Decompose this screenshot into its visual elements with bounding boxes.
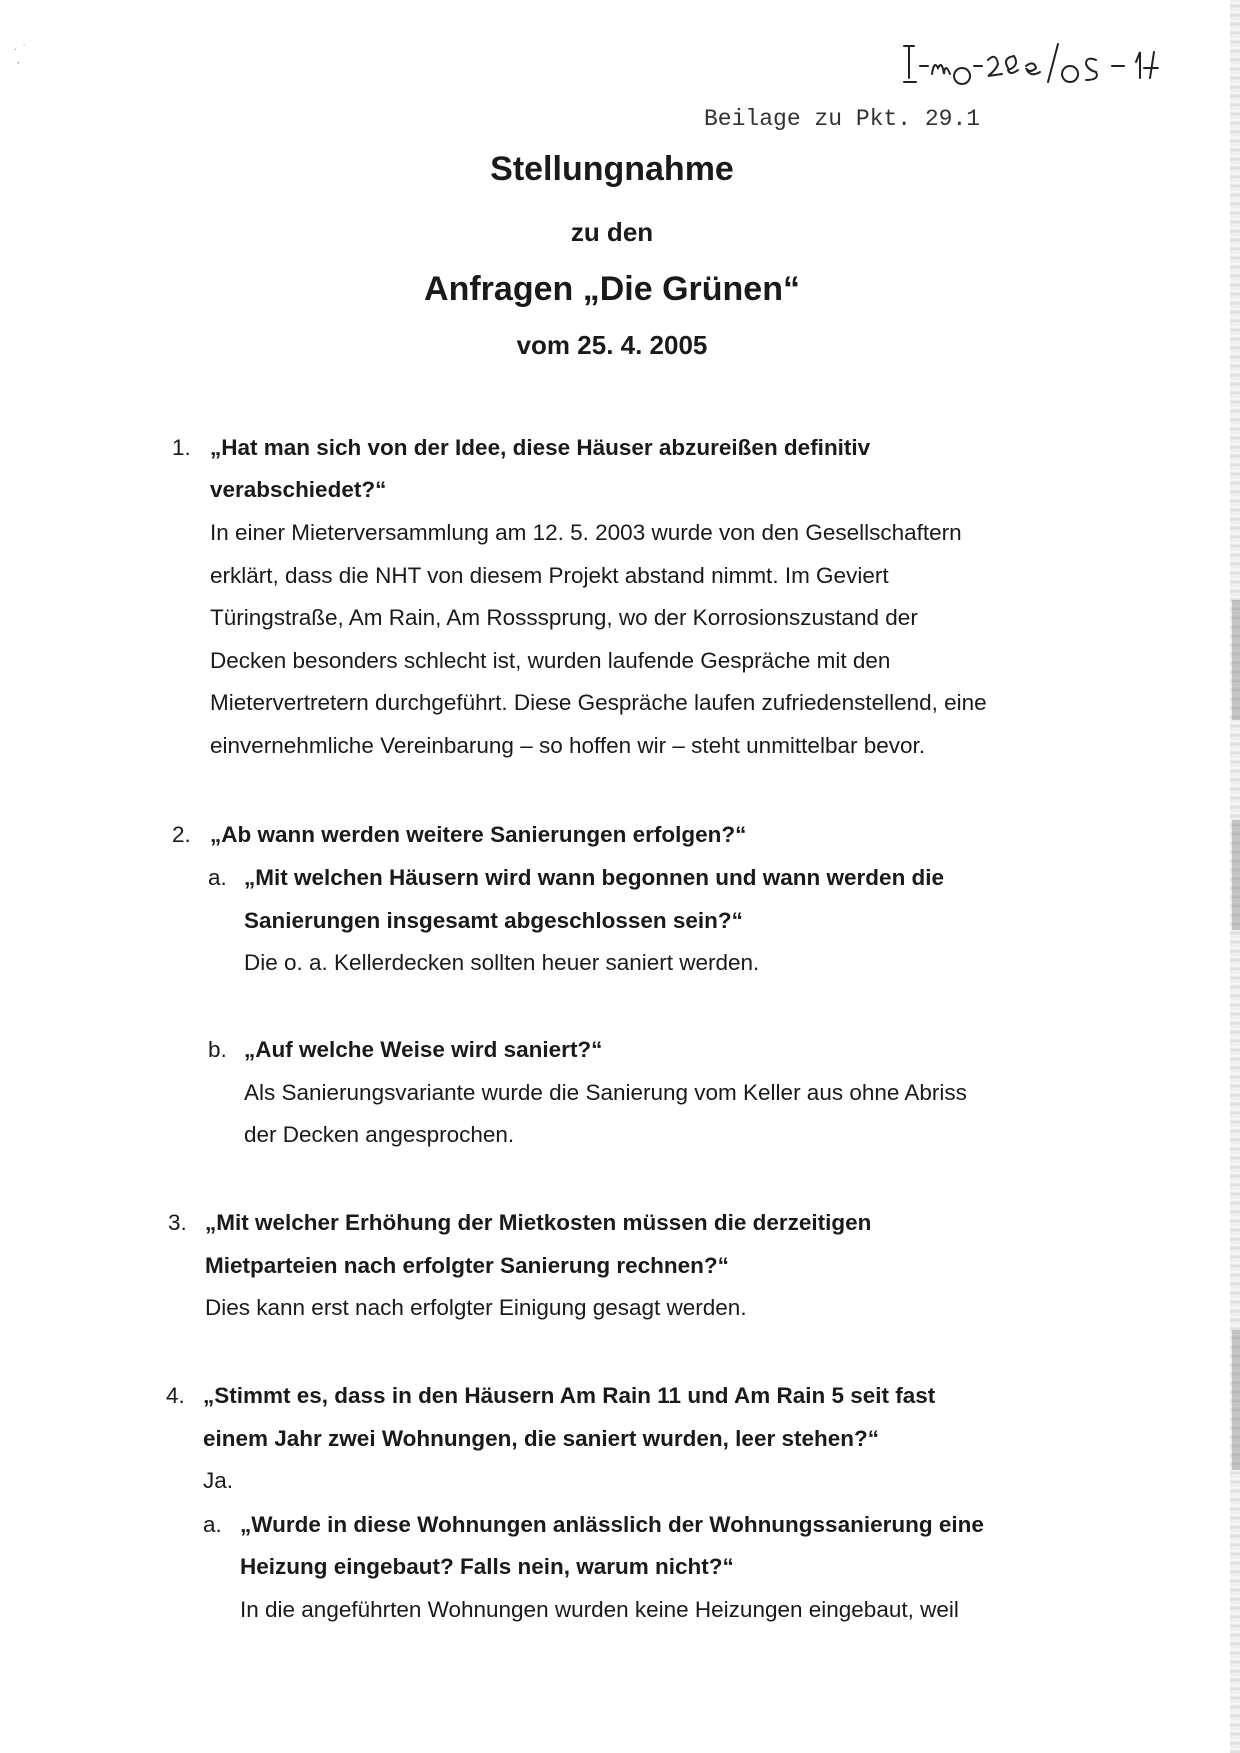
question-text: Sanierungen insgesamt abgeschlossen sein?“ (244, 908, 743, 933)
answer-text: der Decken angesprochen. (244, 1122, 515, 1147)
handwritten-reference (900, 38, 1160, 88)
answer-text: In einer Mieterversammlung am 12. 5. 2003 wurde von den Gesellschaftern (210, 520, 962, 545)
answer-text: Mietervertretern durchgeführt. Diese Gespräche laufen zufriedenstellend, eine (210, 690, 987, 715)
question-text: „Auf welche Weise wird saniert?“ (244, 1037, 603, 1062)
question-text: „Stimmt es, dass in den Häusern Am Rain 11 und Am Rain 5 seit fast (203, 1383, 936, 1408)
item-number: 2. (172, 822, 191, 847)
item-number: 3. (168, 1210, 187, 1235)
sub-item-letter: a. (203, 1512, 222, 1537)
question-text: „Mit welcher Erhöhung der Mietkosten müssen die derzeitigen (205, 1210, 872, 1235)
document-title: Stellungnahme (490, 150, 734, 188)
answer-text: In die angeführten Wohnungen wurden keine Heizungen eingebaut, weil (240, 1597, 959, 1622)
question-text: „Wurde in diese Wohnungen anlässlich der Wohnungssanierung eine (240, 1512, 984, 1537)
question-text: „Ab wann werden weitere Sanierungen erfolgen?“ (210, 822, 747, 847)
answer-text: Türingstraße, Am Rain, Am Rosssprung, wo der Korrosionszustand der (210, 605, 918, 630)
question-text: „Mit welchen Häusern wird wann begonnen und wann werden die (244, 865, 945, 890)
item-number: 4. (166, 1383, 185, 1408)
answer-text: Die o. a. Kellerdecken sollten heuer saniert werden. (244, 950, 760, 975)
sub-item-letter: b. (208, 1037, 227, 1062)
question-text: einem Jahr zwei Wohnungen, die saniert wurden, leer stehen?“ (203, 1426, 879, 1451)
attachment-note: Beilage zu Pkt. 29.1 (704, 106, 981, 132)
sub-item-letter: a. (208, 865, 227, 890)
scan-specks: · ˙ , (14, 44, 27, 66)
question-text: „Hat man sich von der Idee, diese Häuser abzureißen definitiv (210, 435, 871, 460)
item-number: 1. (172, 435, 191, 460)
handwritten-reference-image (900, 38, 1160, 88)
scan-shadow (1232, 820, 1240, 930)
question-text: Heizung eingebaut? Falls nein, warum nicht?“ (240, 1554, 734, 1579)
scan-shadow (1232, 1330, 1240, 1470)
answer-text: Decken besonders schlecht ist, wurden laufende Gespräche mit den (210, 648, 891, 673)
scan-shadow (1232, 600, 1240, 720)
title-connector: zu den (570, 217, 654, 247)
answer-text: einvernehmliche Vereinbarung – so hoffen wir – steht unmittelbar bevor. (210, 733, 926, 758)
question-text: Mietparteien nach erfolgter Sanierung rechnen?“ (205, 1253, 729, 1278)
answer-text: Dies kann erst nach erfolgter Einigung gesagt werden. (205, 1295, 747, 1320)
answer-text: Als Sanierungsvariante wurde die Sanierung vom Keller aus ohne Abriss (244, 1080, 967, 1105)
answer-text: erklärt, dass die NHT von diesem Projekt abstand nimmt. Im Geviert (210, 563, 889, 588)
title-subject: Anfragen „Die Grünen“ (424, 270, 800, 308)
answer-text: Ja. (203, 1468, 234, 1493)
title-date: vom 25. 4. 2005 (516, 330, 708, 360)
question-text: verabschiedet?“ (210, 477, 387, 502)
